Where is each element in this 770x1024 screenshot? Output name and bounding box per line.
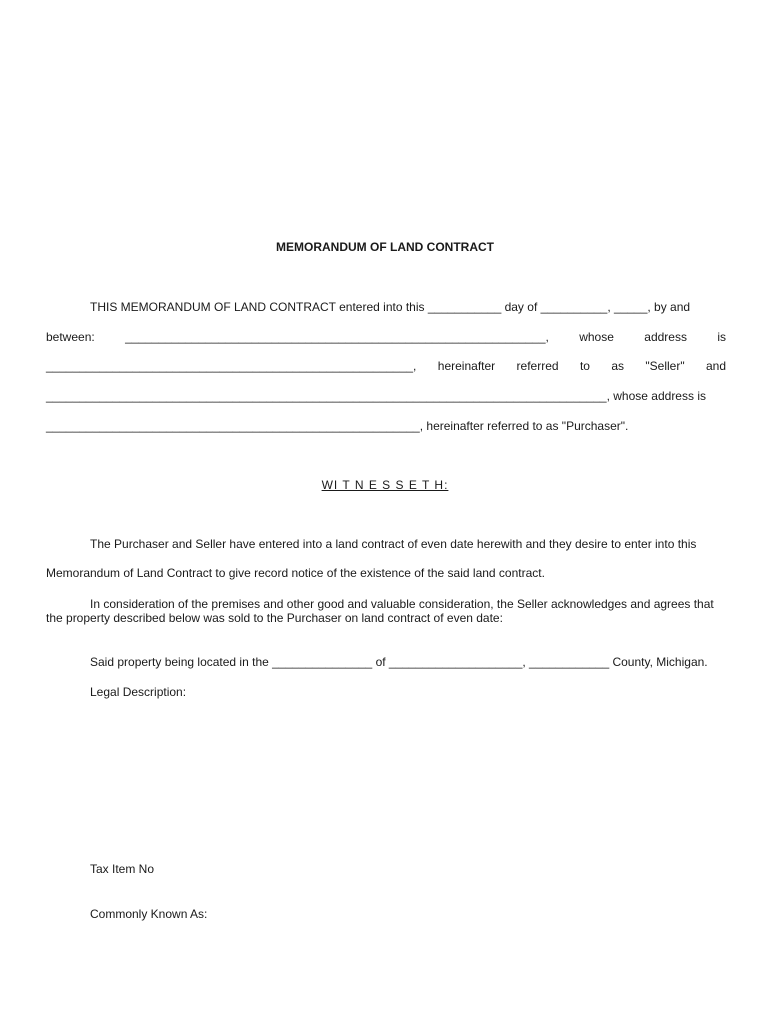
document-title: MEMORANDUM OF LAND CONTRACT [276, 240, 494, 254]
seller-address-blank: _______________________________________________________, [46, 359, 417, 373]
between-line [46, 330, 726, 344]
purchaser-address-line: ________________________________________________________, hereinafter referred to as "Purchaser". [46, 419, 629, 433]
to-word: to [579, 359, 590, 373]
opening-line: THIS MEMORANDUM OF LAND CONTRACT entered into this ___________ day of __________, _____, by and [90, 300, 691, 314]
and-word: and [705, 359, 726, 373]
seller-word: "Seller" [645, 359, 685, 373]
whose-word: whose [579, 330, 614, 344]
legal-description-label: Legal Description: [90, 685, 187, 699]
address-word: address [644, 330, 687, 344]
party-blank: _______________________________________________________________, [125, 330, 549, 344]
witnesseth-heading: WI T N E S S E T H: [321, 478, 449, 492]
seller-line [46, 359, 726, 373]
between-word: between: [46, 330, 95, 344]
paragraph-1-line-1: The Purchaser and Seller have entered into a land contract of even date herewith and they desire to enter into this [90, 537, 697, 551]
tax-item-label: Tax Item No [90, 862, 155, 876]
paragraph-1-line-2: Memorandum of Land Contract to give record notice of the existence of the said land contract. [46, 566, 545, 580]
commonly-known-label: Commonly Known As: [90, 907, 208, 921]
property-location-line: Said property being located in the _______________ of ____________________, ____________ County, Michigan. [90, 655, 708, 669]
paragraph-2-line-2: the property described below was sold to the Purchaser on land contract of even date: [46, 611, 503, 625]
is-word: is [717, 330, 726, 344]
referred-word: referred [516, 359, 559, 373]
as-word: as [611, 359, 625, 373]
purchaser-name-line: ____________________________________________________________________________________, whose address is [46, 389, 706, 403]
hereinafter-word: hereinafter [437, 359, 496, 373]
paragraph-2-line-1: In consideration of the premises and other good and valuable consideration, the Seller acknowledges and agrees that [90, 597, 714, 611]
